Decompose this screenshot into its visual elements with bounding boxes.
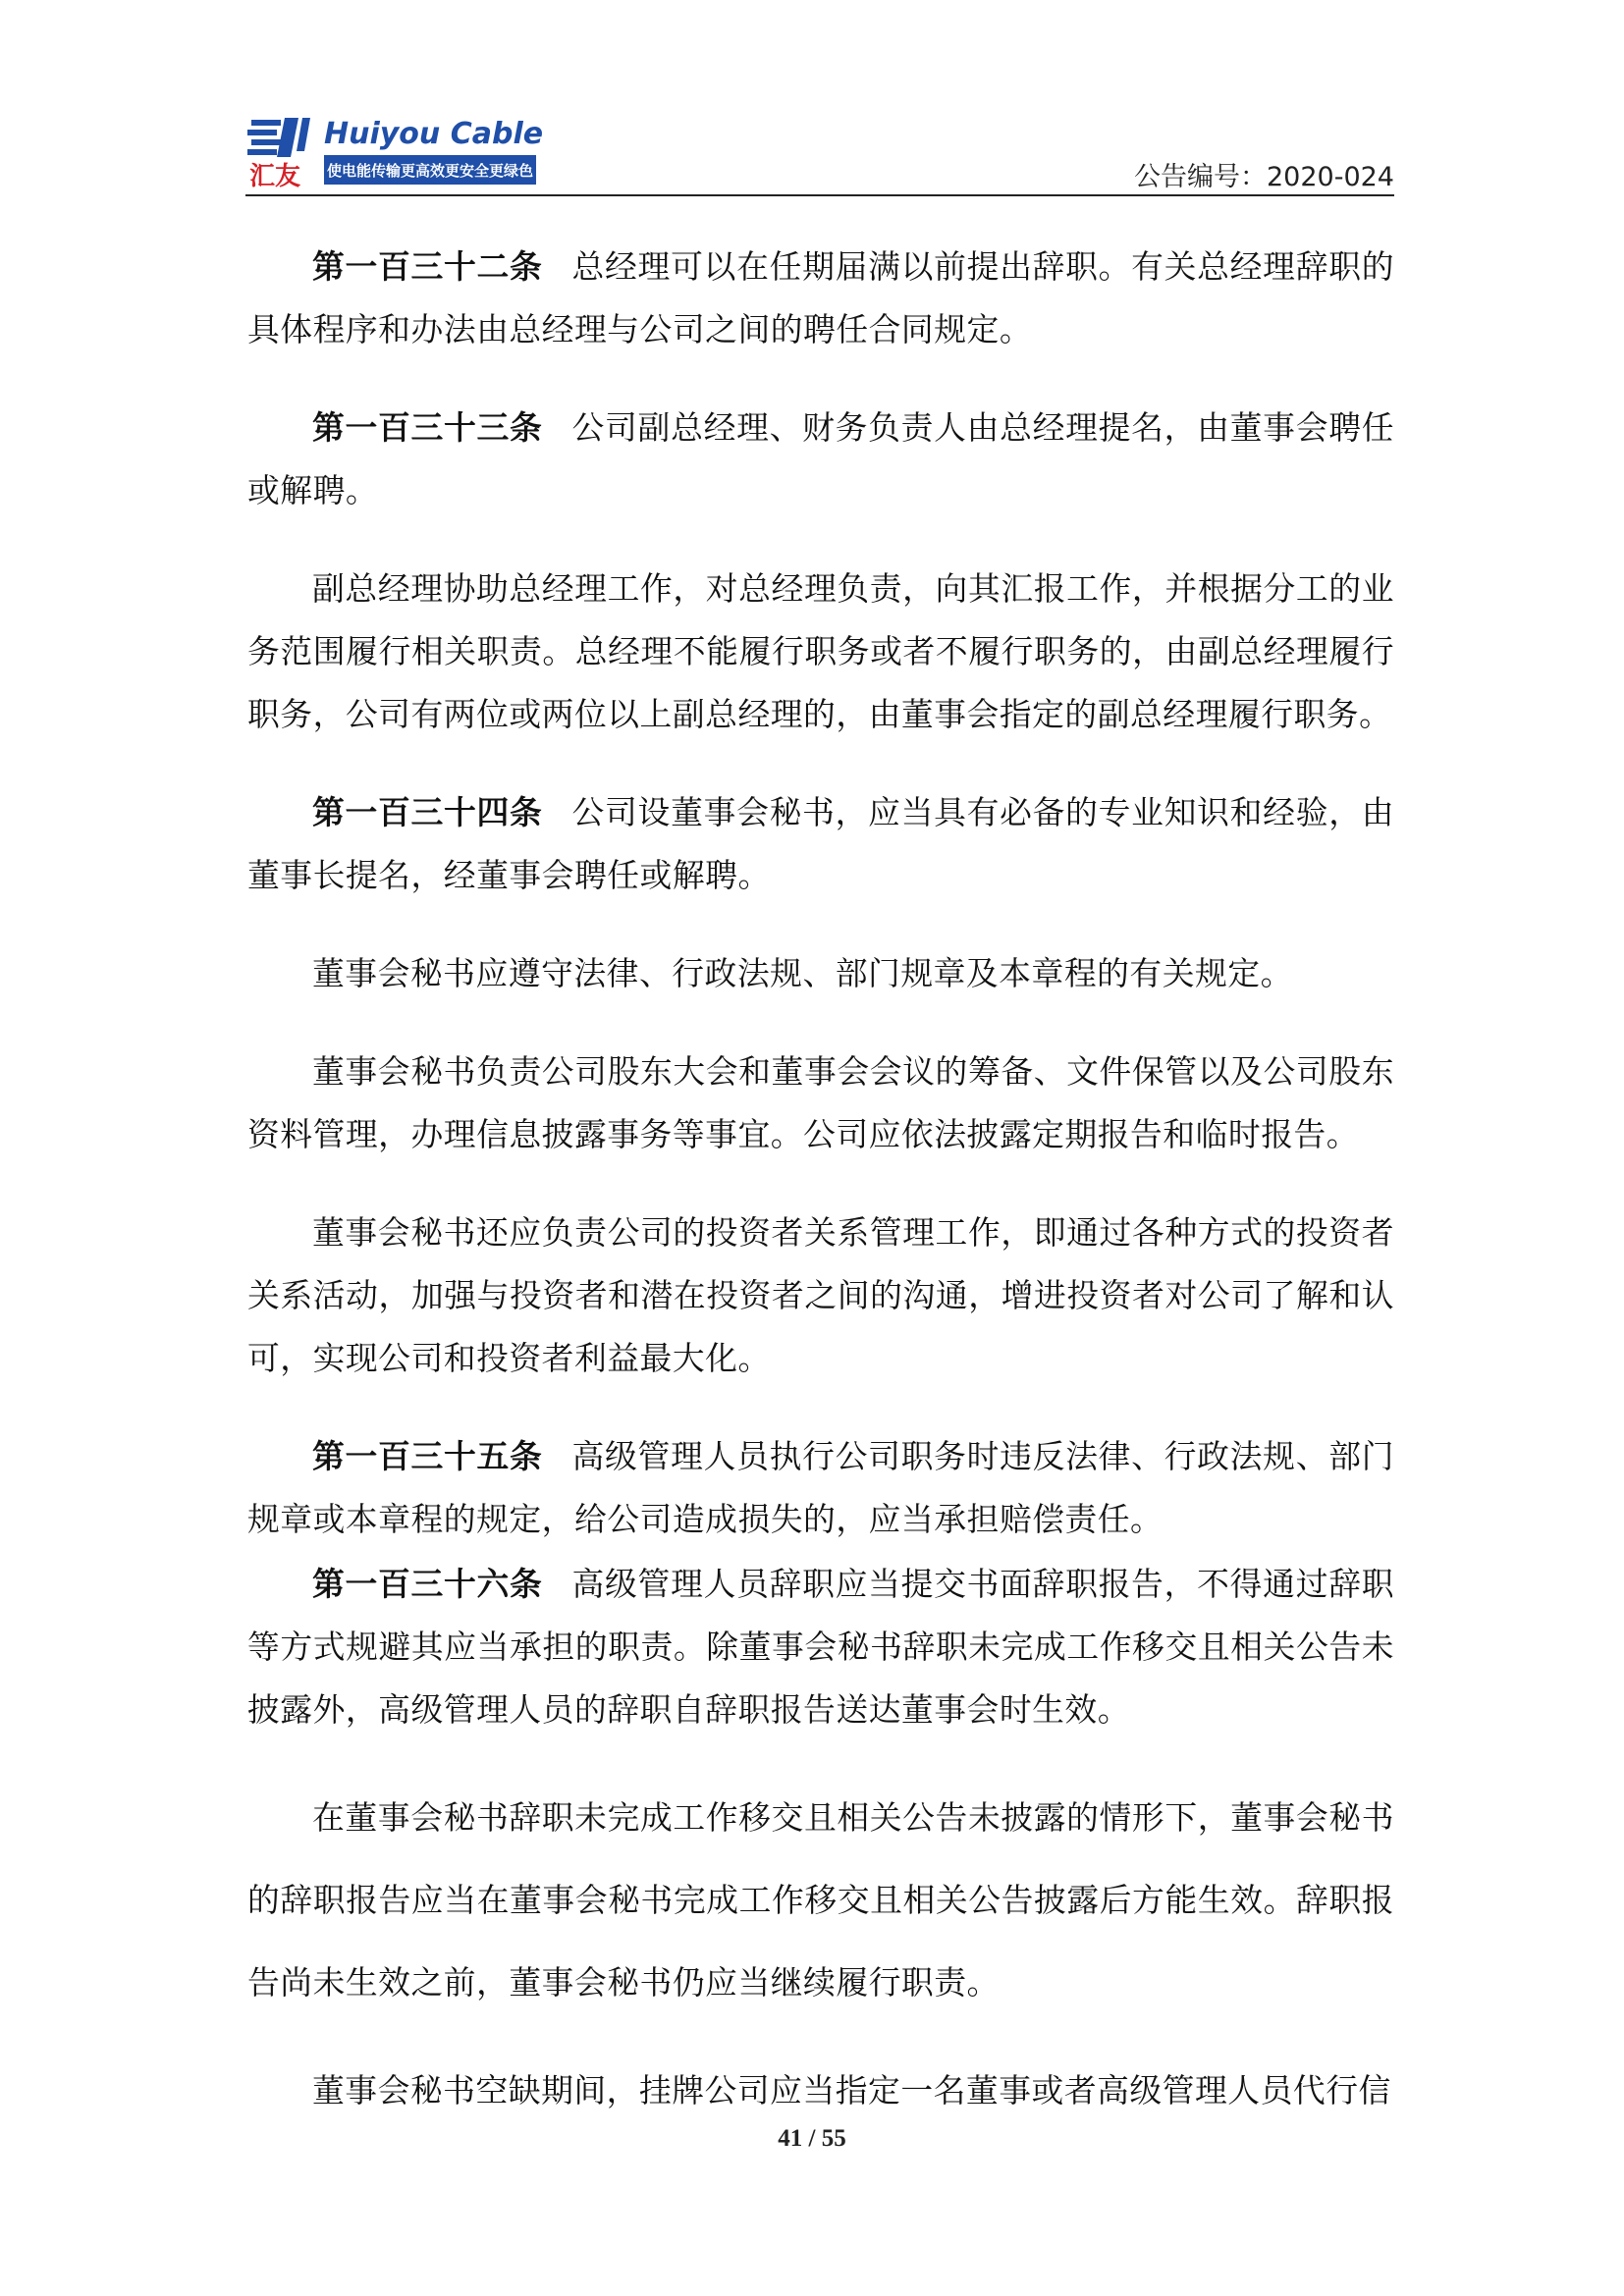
paragraph-text: 董事会秘书空缺期间，挂牌公司应当指定一名董事或者高级管理人员代行信 xyxy=(312,2072,1391,2109)
logo-brand-text: Huiyou Cable xyxy=(324,117,544,151)
paragraph-article-133 xyxy=(247,397,1394,522)
paragraph-text: 高级管理人员执行公司职务时违反法律、行政法规、部门规章或本章程的规定，给公司造成损失的，应当承担赔偿责任。 xyxy=(247,1438,1395,1538)
paragraph-text: 公司副总经理、财务负责人由总经理提名，由董事会聘任或解聘。 xyxy=(247,409,1395,509)
document-body xyxy=(247,236,1394,2158)
announcement-number: 公告编号：2020-024 xyxy=(1134,162,1394,192)
paragraph-text: 副总经理协助总经理工作，对总经理负责，向其汇报工作，并根据分工的业务范围履行相关职责。总经理不能履行职务或者不履行职务的，由副总经理履行职务，公司有两位或两位以上副总经理的，由董事会指定的副总经理履行职务。 xyxy=(247,570,1394,733)
cable-mark-icon xyxy=(247,118,310,157)
paragraph-text: 在董事会秘书辞职未完成工作移交且相关公告未披露的情形下，董事会秘书的辞职报告应当在董事会秘书完成工作移交且相关公告披露后方能生效。辞职报告尚未生效之前，董事会秘书仍应当继续履行职责。 xyxy=(247,1799,1394,2002)
page-header xyxy=(245,108,1394,192)
article-number: 第一百三十四条 xyxy=(312,793,543,831)
article-number: 第一百三十三条 xyxy=(312,408,543,447)
paragraph-article-132 xyxy=(247,236,1394,361)
page-number: 41 / 55 xyxy=(778,2125,846,2152)
paragraph-text-block xyxy=(247,2059,1394,2122)
header-divider xyxy=(245,194,1394,196)
company-logo xyxy=(245,108,560,192)
paragraph-text: 高级管理人员辞职应当提交书面辞职报告，不得通过辞职等方式规避其应当承担的职责。除董事会秘书辞职未完成工作移交且相关公告未披露外，高级管理人员的辞职自辞职报告送达董事会时生效。 xyxy=(247,1566,1395,1729)
paragraph-text-block xyxy=(247,1777,1394,2024)
paragraph-text: 董事会秘书应遵守法律、行政法规、部门规章及本章程的有关规定。 xyxy=(312,955,1293,992)
article-number: 第一百三十二条 xyxy=(312,247,543,286)
paragraph-article-135 xyxy=(247,1425,1394,1551)
paragraph-text: 总经理可以在任期届满以前提出辞职。有关总经理辞职的具体程序和办法由总经理与公司之间的聘任合同规定。 xyxy=(247,248,1395,348)
paragraph-article-136 xyxy=(247,1553,1394,1741)
paragraph-text-block xyxy=(247,558,1394,746)
logo-slogan: 使电能传输更高效更安全更绿色 xyxy=(326,162,534,180)
paragraph-text-block xyxy=(247,1041,1394,1166)
logo-chinese-name: 汇友 xyxy=(249,162,301,191)
paragraph-text: 董事会秘书还应负责公司的投资者关系管理工作，即通过各种方式的投资者关系活动，加强与投资者和潜在投资者之间的沟通，增进投资者对公司了解和认可，实现公司和投资者利益最大化。 xyxy=(247,1214,1394,1377)
paragraph-article-134 xyxy=(247,781,1394,907)
paragraph-text-block xyxy=(247,942,1394,1005)
paragraph-text: 董事会秘书负责公司股东大会和董事会会议的筹备、文件保管以及公司股东资料管理，办理信息披露事务等事宜。公司应依法披露定期报告和临时报告。 xyxy=(247,1053,1394,1153)
paragraph-text-block xyxy=(247,1201,1394,1390)
paragraph-text: 公司设董事会秘书，应当具有必备的专业知识和经验，由董事长提名，经董事会聘任或解聘。 xyxy=(247,794,1395,894)
article-number: 第一百三十六条 xyxy=(312,1565,543,1603)
article-number: 第一百三十五条 xyxy=(312,1437,543,1475)
